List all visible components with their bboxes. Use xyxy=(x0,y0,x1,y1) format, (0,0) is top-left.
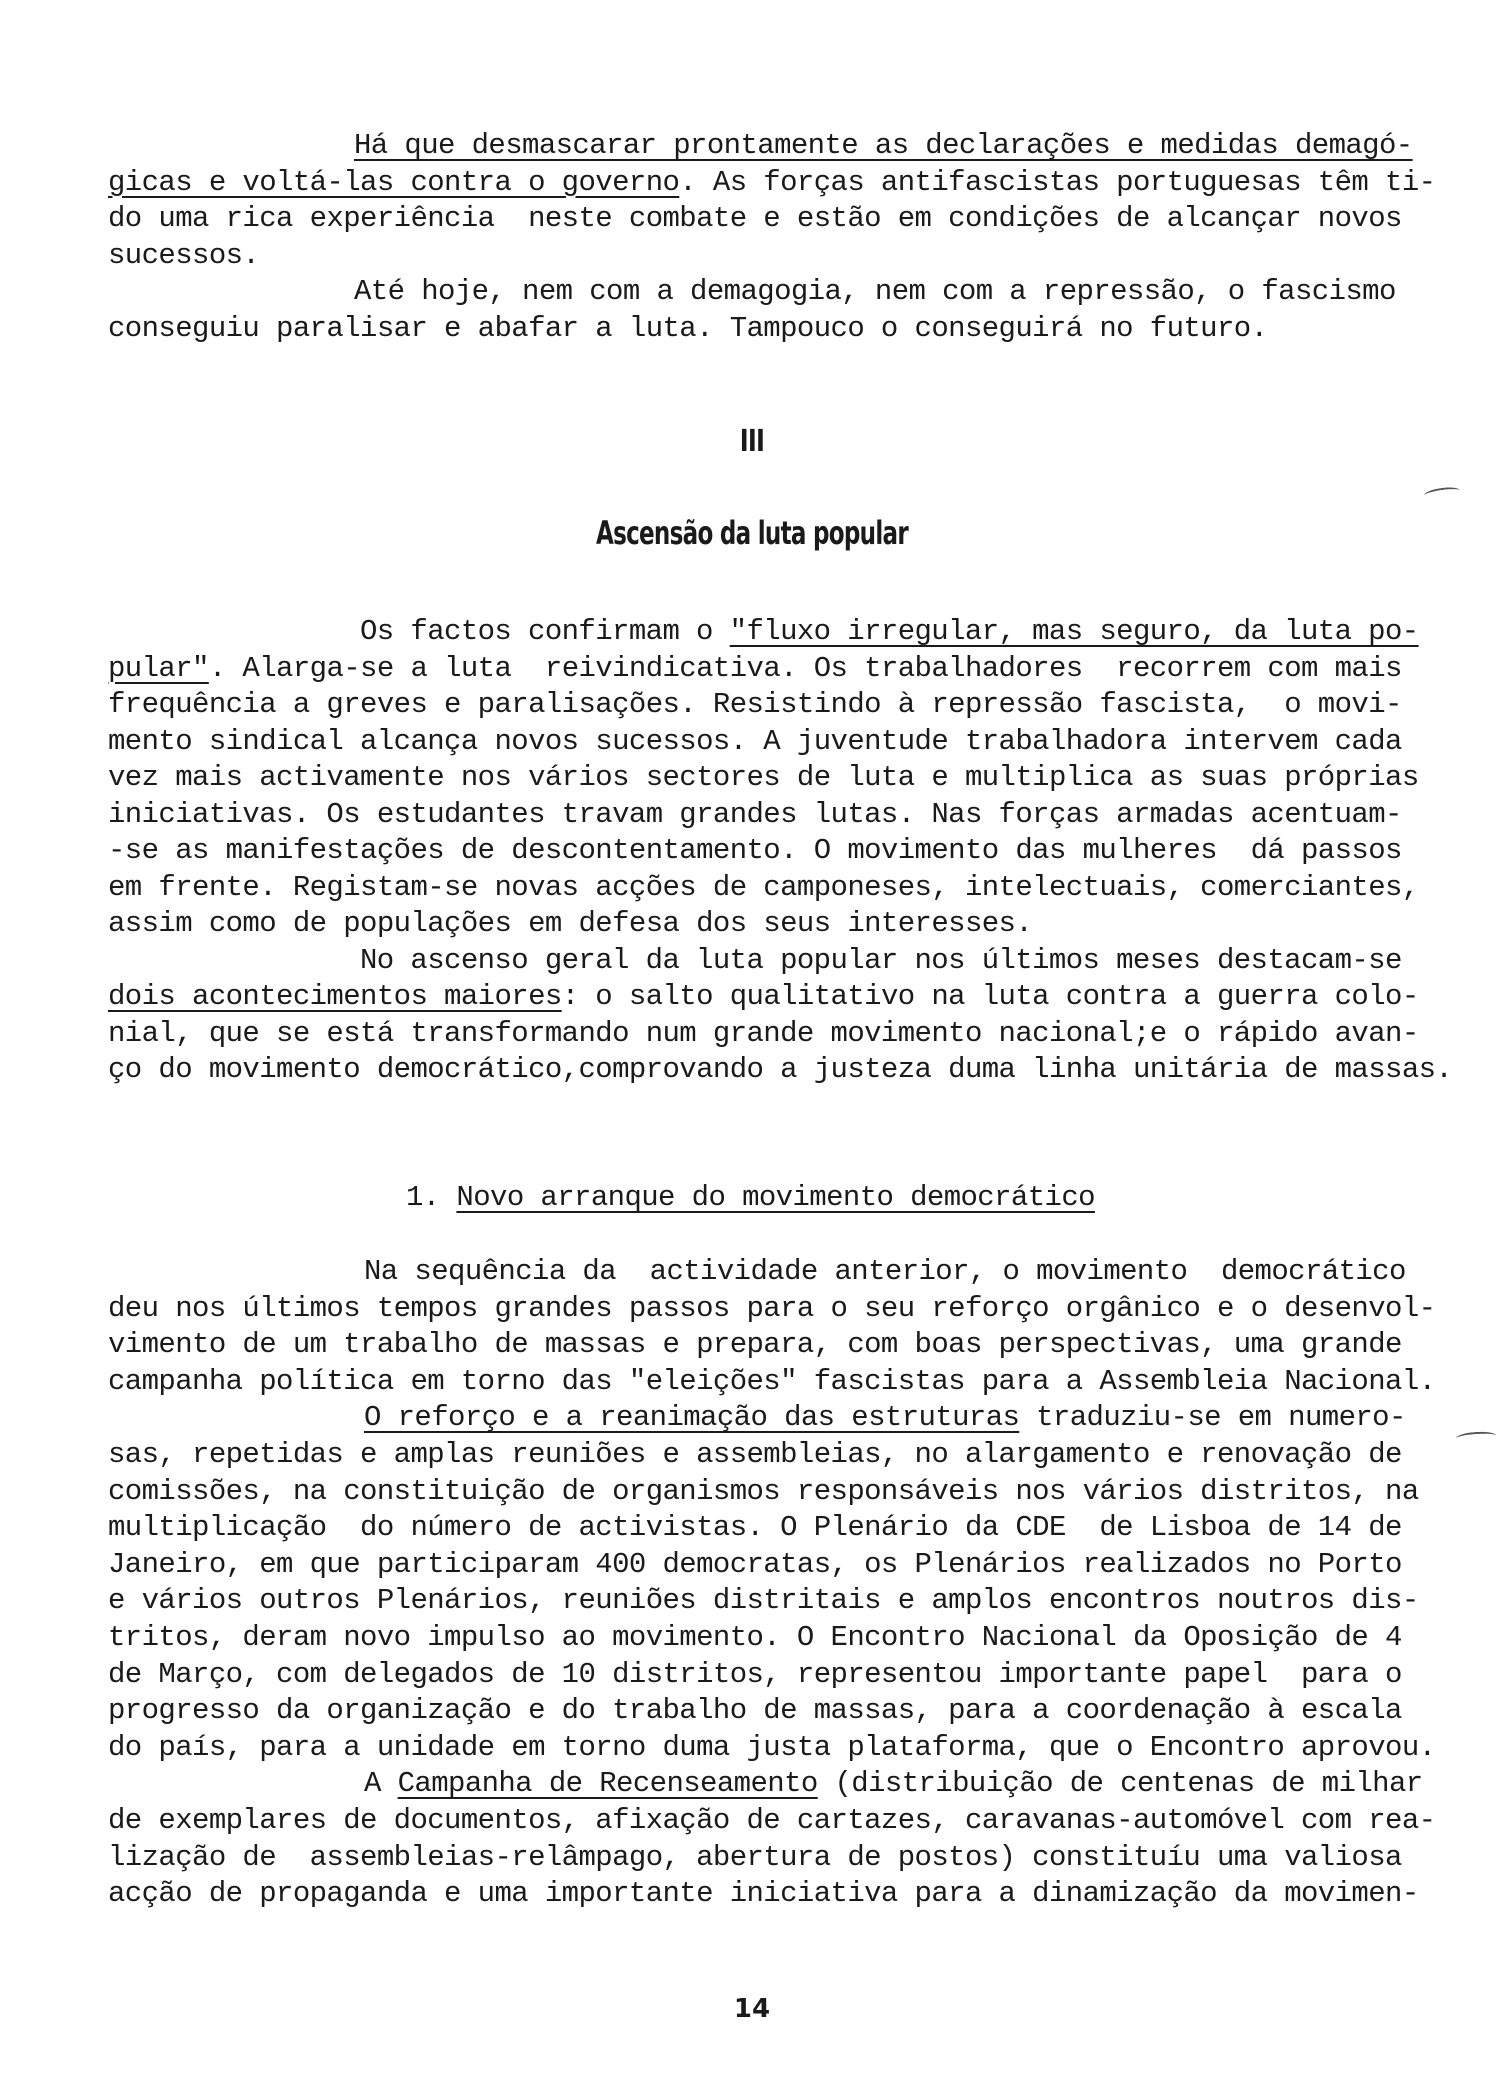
page-number: 14 xyxy=(733,1994,771,2024)
subsection-title: Novo arranque do movimento democrático xyxy=(456,1181,1095,1214)
text-line xyxy=(108,1803,1435,1839)
text-line xyxy=(108,979,1419,1015)
text-segment: comissões, na constituição de organismos responsáveis nos vários distritos, na xyxy=(108,1474,1419,1508)
text-line xyxy=(108,1840,1402,1876)
text-line xyxy=(108,651,1402,687)
text-segment: lização de assembleias-relâmpago, abertura de postos) constituíu uma valiosa xyxy=(108,1840,1402,1874)
text-line xyxy=(108,1327,1402,1363)
text-line xyxy=(108,687,1402,723)
underlined-text: pular" xyxy=(108,651,209,685)
text-line xyxy=(108,1291,1435,1327)
text-segment: conseguiu paralisar e abafar a luta. Tampouco o conseguirá no futuro. xyxy=(108,311,1268,345)
section-number: III xyxy=(739,424,765,459)
text-segment: de exemplares de documentos, afixação de cartazes, caravanas-automóvel com rea- xyxy=(108,1804,1436,1837)
text-line xyxy=(108,1510,1402,1546)
text-line xyxy=(108,760,1419,796)
text-segment: ço do movimento democrático,comprovando a justeza duma linha unitária de massas. xyxy=(108,1053,1453,1086)
text-segment: multiplicação do número de activistas. O Plenário da CDE de Lisboa de 14 de xyxy=(108,1511,1402,1545)
text-line xyxy=(354,128,1413,164)
text-line xyxy=(108,1437,1402,1473)
subsection-number: 1. xyxy=(406,1181,457,1214)
text-segment: (distribuição de centenas de milhar xyxy=(817,1767,1423,1801)
text-segment: e vários outros Plenários, reuniões distritais e amplos encontros noutros dis- xyxy=(108,1584,1419,1618)
section-title: Ascensão da luta popular xyxy=(595,514,909,552)
text-segment: : o salto qualitativo na luta contra a guerra colo- xyxy=(561,980,1419,1013)
underlined-text: gicas e voltá-las contra o governo xyxy=(108,165,680,199)
text-segment: do país, para a unidade em torno duma justa plataforma, que o Encontro aprovou. xyxy=(108,1730,1436,1764)
margin-mark xyxy=(1423,486,1460,501)
text-segment: nial, que se está transformando num grande movimento nacional;e o rápido avan- xyxy=(108,1016,1419,1050)
margin-mark xyxy=(1456,1431,1497,1444)
text-line xyxy=(108,1730,1435,1766)
subsection-heading xyxy=(406,1180,1095,1216)
text-line xyxy=(360,614,1419,650)
text-line xyxy=(108,724,1402,760)
text-line xyxy=(364,1254,1406,1290)
underlined-text: Campanha de Recenseamento xyxy=(397,1767,818,1801)
text-line xyxy=(108,906,1032,942)
underlined-text: Há que desmascarar prontamente as declarações e medidas demagó- xyxy=(354,129,1413,162)
text-segment: -se as manifestações de descontentamento. O movimento das mulheres dá passos xyxy=(108,834,1402,867)
text-line xyxy=(108,311,1267,347)
text-segment: mento sindical alcança novos sucessos. A juventude trabalhadora intervem cada xyxy=(108,724,1402,758)
text-segment: tritos, deram novo impulso ao movimento. O Encontro Nacional da Oposição de 4 xyxy=(108,1621,1402,1654)
text-line xyxy=(108,833,1402,869)
text-segment: vez mais activamente nos vários sectores de luta e multiplica as suas próprias xyxy=(108,761,1419,794)
underlined-text: "fluxo irregular, mas seguro, da luta po- xyxy=(729,615,1419,648)
text-segment: vimento de um trabalho de massas e prepara, com boas perspectivas, uma grande xyxy=(108,1328,1402,1362)
text-line xyxy=(108,1052,1452,1088)
text-segment: Na sequência da actividade anterior, o movimento democrático xyxy=(364,1255,1406,1288)
text-line xyxy=(360,943,1402,979)
text-segment: do uma rica experiência neste combate e estão em condições de alcançar novos xyxy=(108,202,1402,235)
underlined-text: dois acontecimentos maiores xyxy=(108,980,562,1013)
text-segment: sas, repetidas e amplas reuniões e assembleias, no alargamento e renovação de xyxy=(108,1438,1402,1471)
text-line xyxy=(108,1620,1402,1656)
text-line xyxy=(354,274,1396,310)
text-segment: progresso da organização e do trabalho de massas, para a coordenação à escala xyxy=(108,1694,1402,1728)
text-segment: A xyxy=(364,1767,398,1801)
text-line xyxy=(364,1766,1423,1802)
text-segment: campanha política em torno das "eleições" fascistas para a Assembleia Nacional. xyxy=(108,1364,1436,1398)
text-line xyxy=(108,1693,1402,1729)
text-segment: traduziu-se em numero- xyxy=(1019,1401,1406,1435)
text-line xyxy=(108,1657,1402,1693)
text-segment: Os factos confirmam o xyxy=(360,615,730,648)
text-segment: No ascenso geral da luta popular nos últimos meses destacam-se xyxy=(360,943,1402,977)
underlined-text: O reforço e a reanimação das estruturas xyxy=(364,1401,1020,1435)
text-segment: . Alarga-se a luta reivindicativa. Os trabalhadores recorrem com mais xyxy=(208,651,1402,685)
text-segment: iniciativas. Os estudantes travam grandes lutas. Nas forças armadas acentuam- xyxy=(108,797,1402,831)
text-segment: . As forças antifascistas portuguesas têm ti- xyxy=(679,165,1436,199)
text-line xyxy=(108,165,1435,201)
text-line xyxy=(108,870,1419,906)
text-line xyxy=(108,201,1402,237)
text-segment: Janeiro, em que participaram 400 democratas, os Plenários realizados no Porto xyxy=(108,1547,1402,1581)
text-segment: acção de propaganda e uma importante iniciativa para a dinamização da movimen- xyxy=(108,1877,1419,1911)
text-segment: deu nos últimos tempos grandes passos para o seu reforço orgânico e o desenvol- xyxy=(108,1291,1436,1325)
text-segment: Até hoje, nem com a demagogia, nem com a repressão, o fascismo xyxy=(354,275,1396,308)
text-line xyxy=(364,1400,1406,1436)
text-line xyxy=(108,238,259,274)
text-segment: de Março, com delegados de 10 distritos, representou importante papel para o xyxy=(108,1657,1402,1691)
text-line xyxy=(108,797,1402,833)
text-line xyxy=(108,1547,1402,1583)
text-line xyxy=(108,1364,1435,1400)
text-segment: frequência a greves e paralisações. Resistindo à repressão fascista, o movi- xyxy=(108,688,1402,721)
text-line xyxy=(108,1583,1419,1619)
text-line xyxy=(108,1474,1419,1510)
text-line xyxy=(108,1016,1419,1052)
text-line xyxy=(108,1876,1419,1912)
text-segment: em frente. Registam-se novas acções de camponeses, intelectuais, comerciantes, xyxy=(108,870,1419,904)
text-segment: sucessos. xyxy=(108,238,260,272)
text-segment: assim como de populações em defesa dos seus interesses. xyxy=(108,907,1033,940)
